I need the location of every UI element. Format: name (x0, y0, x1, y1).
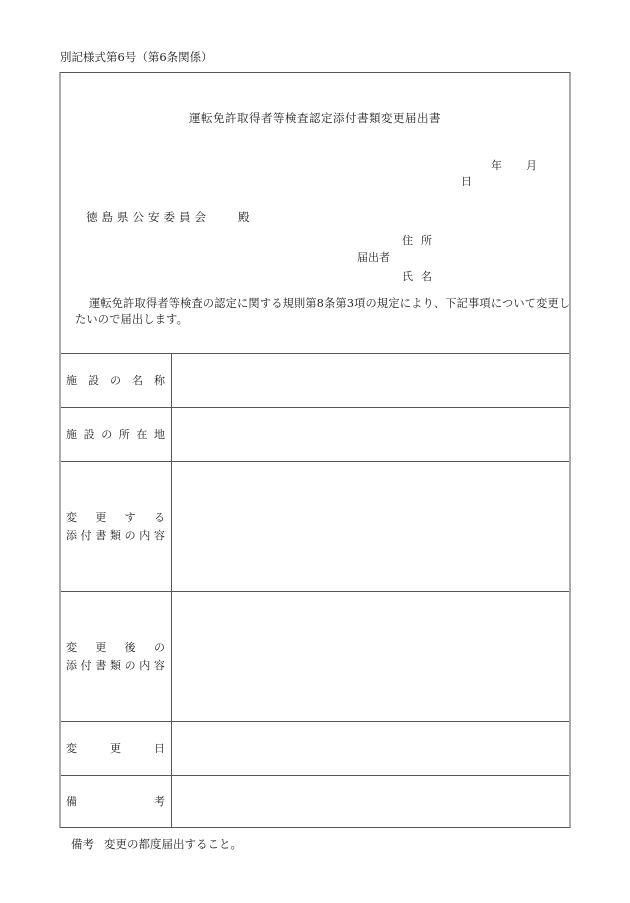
row-label (61, 462, 172, 591)
table-row-docs-after-change (61, 592, 569, 722)
filer-label: 届出者 (357, 251, 390, 264)
row-label-char: 施 (66, 427, 77, 441)
table-row-facility-name (61, 354, 569, 408)
date-line (461, 157, 569, 189)
row-label (61, 592, 172, 721)
row-label-char: の (124, 528, 136, 542)
row-label-char: 書 (95, 658, 107, 672)
address-label: 住所 (402, 234, 440, 247)
row-label-line (66, 657, 165, 675)
row-label-line (66, 509, 165, 527)
row-label-char: 内 (139, 528, 151, 542)
detail-table (61, 354, 569, 828)
form-header (61, 73, 569, 354)
row-label-char: 変 (66, 510, 77, 524)
addressee (86, 209, 254, 225)
name-label: 氏名 (402, 270, 440, 283)
date-day-label: 日 (461, 175, 472, 188)
row-label-char: の (101, 427, 113, 441)
row-label (61, 408, 172, 461)
row-label-line (66, 793, 165, 811)
docs-to-change-field[interactable] (172, 462, 569, 591)
row-label-char: の (153, 640, 165, 654)
row-label-char: 所 (118, 427, 130, 441)
row-label-char: 設 (88, 373, 99, 387)
row-label-char: 更 (110, 741, 121, 755)
addressee-name: 徳島県公安委員会 (86, 210, 210, 224)
row-label-char: 施 (66, 373, 77, 387)
row-label-char: 類 (109, 658, 121, 672)
row-label (61, 722, 172, 775)
row-label-char: 在 (136, 427, 148, 441)
row-label-line (66, 372, 165, 390)
row-label-char: 日 (154, 741, 165, 755)
footnote-text: 変更の都度届出すること。 (104, 837, 242, 851)
row-label-char: 変 (66, 741, 77, 755)
table-row-docs-to-change (61, 462, 569, 592)
honorific: 殿 (238, 210, 254, 224)
row-label-line (66, 639, 165, 657)
row-label-char: 容 (153, 528, 165, 542)
row-label-char: 更 (95, 510, 107, 524)
row-label-line (66, 527, 165, 545)
row-label-char: 備 (66, 795, 77, 808)
row-label-char: 称 (154, 373, 165, 387)
table-row-remarks (61, 776, 569, 828)
row-label-char: 類 (109, 528, 121, 542)
date-month-label: 月 (526, 159, 537, 172)
table-row-change-date (61, 722, 569, 776)
row-label-char: 書 (95, 528, 107, 542)
row-label-line (66, 426, 165, 444)
facility-name-field[interactable] (172, 354, 569, 407)
row-label-char: 更 (95, 640, 107, 654)
statement-text: 運転免許取得者等検査の認定に関する規則第8条第3項の規定により、下記事項について変更したいので届出します。 (75, 297, 571, 326)
row-label-line (66, 740, 165, 758)
row-label-char: 添 (66, 658, 77, 672)
form-number-label: 別記様式第6号（第6条関係） (60, 50, 213, 64)
row-label-char: の (110, 373, 121, 387)
row-label-char: 添 (66, 528, 77, 542)
footnote (71, 836, 242, 852)
row-label (61, 776, 172, 828)
row-label-char: 内 (139, 658, 151, 672)
row-label (61, 354, 172, 407)
table-row-facility-location (61, 408, 569, 462)
row-label-char: 設 (83, 427, 95, 441)
row-label-char: の (124, 658, 136, 672)
docs-after-change-field[interactable] (172, 592, 569, 721)
row-label-char: 容 (153, 658, 165, 672)
row-label-char: 名 (132, 373, 143, 387)
change-date-field[interactable] (172, 722, 569, 775)
footnote-label: 備考 (71, 837, 94, 851)
remarks-field[interactable] (172, 776, 569, 828)
row-label-char: 付 (80, 528, 92, 542)
date-year-label: 年 (491, 159, 502, 172)
row-label-char: す (124, 510, 136, 524)
form-frame (59, 72, 571, 828)
row-label-char: 考 (154, 795, 165, 808)
document-title: 運転免許取得者等検査認定添付書類変更届出書 (189, 111, 441, 125)
row-label-char: 変 (66, 640, 77, 654)
row-label-char: 付 (80, 658, 92, 672)
row-label-char: 後 (124, 640, 136, 654)
row-label-char: る (153, 510, 165, 524)
facility-location-field[interactable] (172, 408, 569, 461)
row-label-char: 地 (153, 427, 165, 441)
